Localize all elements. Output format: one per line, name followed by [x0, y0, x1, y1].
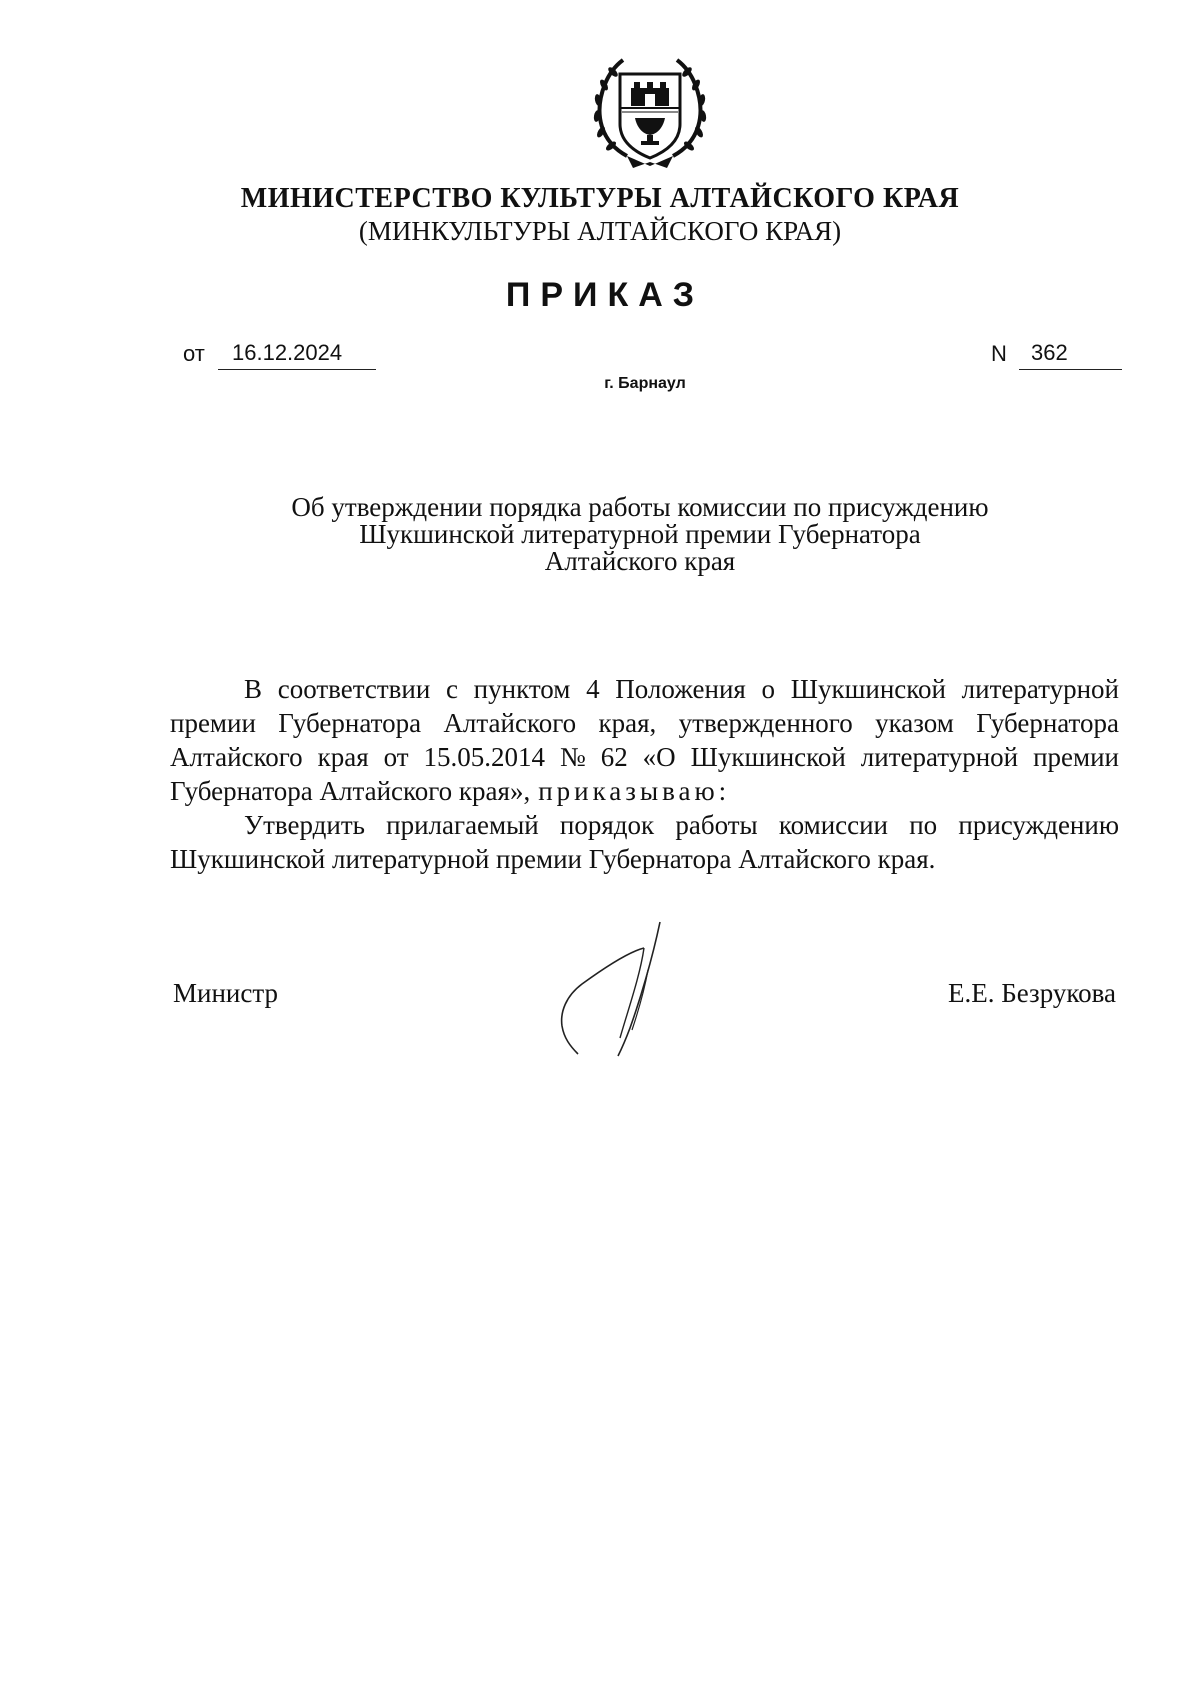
body-line	[170, 706, 1119, 740]
body-word: о	[761, 674, 776, 704]
signer-title: Министр	[173, 978, 278, 1008]
organization-name: МИНИСТЕРСТВО КУЛЬТУРЫ АЛТАЙСКОГО КРАЯ	[240, 183, 960, 214]
body-line	[170, 842, 1119, 876]
body-word: премии	[1033, 742, 1119, 772]
body-word: прилагаемый	[386, 810, 539, 840]
body-word: по	[909, 810, 938, 840]
document-subject	[250, 494, 1030, 575]
body-line	[170, 774, 1119, 808]
subject-line: Алтайского края	[544, 546, 736, 576]
body-word: «О	[642, 742, 676, 772]
signer-name: Е.Е. Безрукова	[948, 978, 1116, 1008]
body-word: комиссии	[778, 810, 889, 840]
body-word: Утвердить	[244, 810, 365, 840]
document-body	[170, 672, 1119, 876]
body-word: с	[445, 674, 458, 704]
body-line	[170, 672, 1119, 706]
body-line	[170, 740, 1119, 774]
document-city: г. Барнаул	[604, 375, 686, 392]
body-text: Губернатора Алтайского края»,	[170, 776, 531, 806]
body-word: литературной	[860, 742, 1019, 772]
subject-line: Об утверждении порядка работы комиссии по присуждению	[291, 492, 989, 522]
body-word: пунктом	[473, 674, 571, 704]
number-prefix: N	[991, 341, 1007, 366]
body-line	[170, 808, 1119, 842]
body-word: указом	[875, 708, 954, 738]
body-word: утвержденного	[678, 708, 853, 738]
body-word: премии	[170, 708, 256, 738]
date-prefix: от	[183, 341, 205, 366]
coat-of-arms-emblem	[587, 52, 713, 176]
body-word: работы	[675, 810, 758, 840]
body-word: 4	[586, 674, 600, 704]
body-word: В	[244, 674, 263, 704]
body-word: Шукшинской	[790, 674, 946, 704]
order-word: приказываю:	[538, 776, 731, 806]
body-word: края	[317, 742, 369, 772]
handwritten-signature	[548, 920, 678, 1060]
document-date: 16.12.2024	[218, 338, 376, 370]
document-number: 362	[1019, 338, 1122, 370]
body-word: Алтайского	[443, 708, 577, 738]
body-word: Губернатора	[278, 708, 422, 738]
body-word: литературной	[961, 674, 1119, 704]
body-word: соответствии	[277, 674, 431, 704]
body-word: края,	[598, 708, 657, 738]
subject-line: Шукшинской литературной премии Губернатора	[359, 519, 921, 549]
body-word: №	[559, 742, 586, 772]
body-word: Губернатора	[976, 708, 1119, 738]
body-word: от	[383, 742, 409, 772]
body-word: порядок	[559, 810, 655, 840]
body-word: 15.05.2014	[423, 742, 546, 772]
body-word: Алтайского	[170, 742, 303, 772]
body-text: Шукшинской литературной премии Губернатора Алтайского края.	[170, 844, 936, 874]
document-type-title: ПРИКАЗ	[505, 276, 705, 314]
body-word: Шукшинской	[690, 742, 846, 772]
body-word: Положения	[615, 674, 746, 704]
body-word: 62	[600, 742, 628, 772]
body-word: присуждению	[958, 810, 1119, 840]
organization-short-name: (МИНКУЛЬТУРЫ АЛТАЙСКОГО КРАЯ)	[358, 216, 842, 246]
